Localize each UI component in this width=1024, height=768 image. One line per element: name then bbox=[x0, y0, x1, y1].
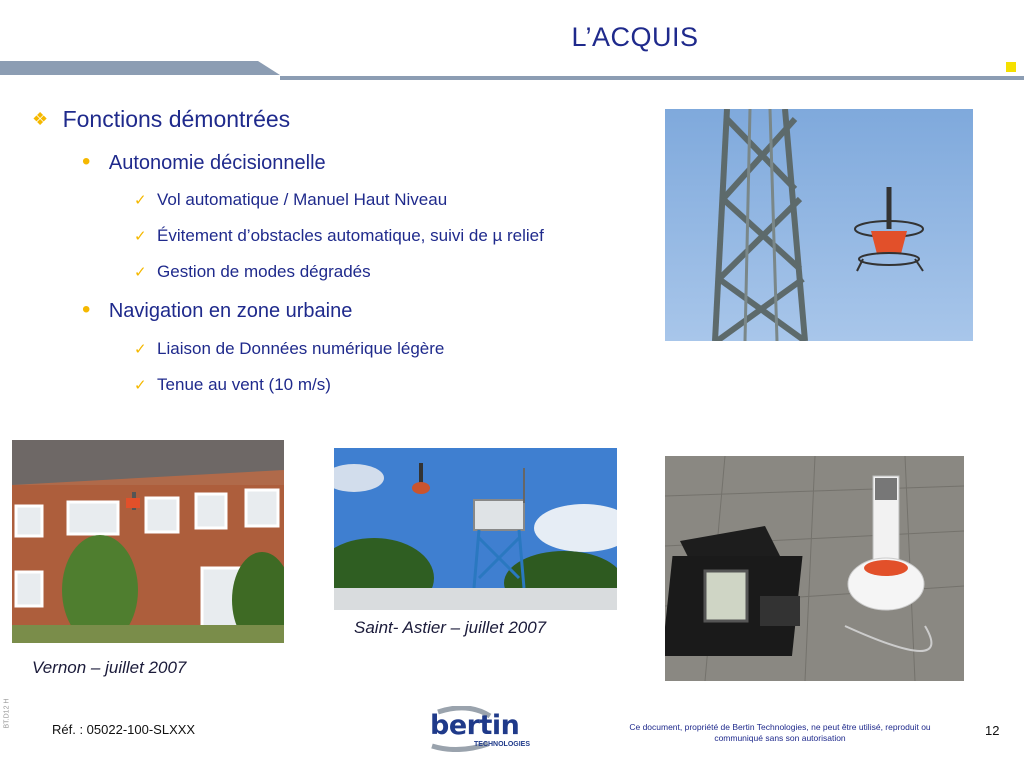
drone-tower-photo bbox=[665, 109, 973, 341]
list-item bbox=[134, 226, 544, 246]
saint-astier-photo bbox=[334, 448, 617, 610]
list-item bbox=[134, 339, 444, 359]
list-item-label: Liaison de Données numérique légère bbox=[157, 339, 445, 358]
slide-title: L’ACQUIS bbox=[571, 22, 699, 52]
confidentiality-notice: Ce document, propriété de Bertin Technologies, ne peut être utilisé, reproduit ou communiqué sans son autorisation bbox=[629, 722, 931, 743]
diamond-bullet-icon: ❖ bbox=[32, 109, 49, 129]
list-item-label: Évitement d’obstacles automatique, suivi de µ relief bbox=[157, 226, 544, 245]
bertin-logo bbox=[428, 706, 546, 752]
list-item bbox=[134, 262, 371, 282]
bertin-logo-subtext: TECHNOLOGIES bbox=[474, 741, 531, 748]
vernon-caption: Vernon – juillet 2007 bbox=[32, 658, 187, 677]
heading-row bbox=[32, 106, 290, 133]
check-icon: ✓ bbox=[134, 341, 147, 358]
check-icon: ✓ bbox=[134, 377, 147, 394]
list-item-label: Vol automatique / Manuel Haut Niveau bbox=[157, 190, 448, 209]
document-reference: Réf. : 05022-100-SLXXX bbox=[52, 722, 196, 737]
check-icon: ✓ bbox=[134, 228, 147, 245]
group-label: Navigation en zone urbaine bbox=[108, 300, 353, 322]
check-icon: ✓ bbox=[134, 264, 147, 281]
list-item bbox=[134, 375, 331, 395]
bertin-logo-text: bertin bbox=[430, 710, 520, 741]
ground-station-photo bbox=[665, 456, 964, 681]
list-item bbox=[134, 190, 447, 210]
list-item-label: Tenue au vent (10 m/s) bbox=[157, 375, 331, 394]
section-heading: Fonctions démontrées bbox=[62, 106, 291, 132]
saint-astier-caption: Saint- Astier – juillet 2007 bbox=[354, 618, 547, 637]
vernon-building-photo bbox=[12, 440, 284, 643]
page-number: 12 bbox=[985, 723, 1000, 738]
group-label: Autonomie décisionnelle bbox=[108, 152, 326, 174]
list-item-label: Gestion de modes dégradés bbox=[157, 262, 371, 281]
check-icon: ✓ bbox=[134, 192, 147, 209]
group-label-row bbox=[82, 298, 352, 323]
dot-bullet-icon: • bbox=[82, 296, 91, 323]
header-bar bbox=[0, 61, 1024, 81]
dot-bullet-icon: • bbox=[82, 148, 91, 175]
group-label-row bbox=[82, 150, 326, 175]
side-code: BT.D12 H bbox=[3, 698, 11, 729]
accent-square bbox=[1006, 62, 1016, 72]
